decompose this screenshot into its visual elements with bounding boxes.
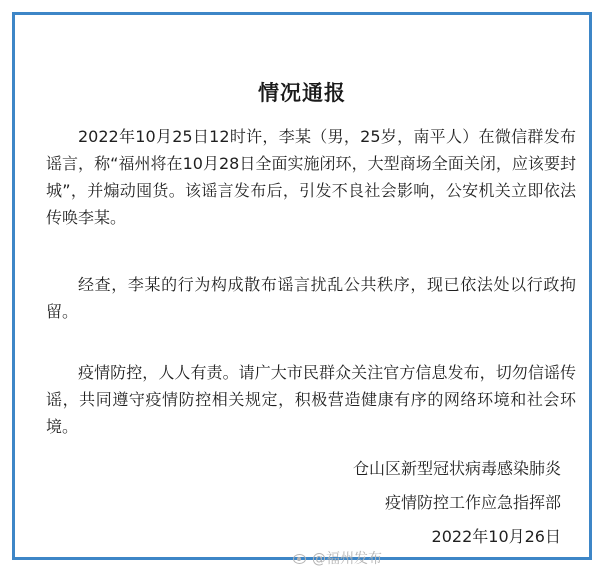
signature-line-2: 疫情防控工作应急指挥部	[384, 493, 561, 512]
notice-title: 情况通报	[258, 81, 346, 105]
weibo-icon	[292, 551, 308, 565]
signature-line-1: 仓山区新型冠状病毒感染肺炎	[352, 459, 561, 478]
watermark-text: @福州发布	[312, 551, 382, 567]
signature-date: 2022年10月26日	[431, 527, 561, 546]
notice-paragraph-1: 2022年10月25日12时许，李某（男，25岁，南平人）在微信群发布谣言，称“福州将在10月28日全面实施闭环，大型商场全面关闭，应该要封城”，并煽动囤货。该谣言发布后，引发不良社会影响，公安机关立即依法传唤李某。	[46, 127, 576, 227]
weibo-watermark	[292, 548, 382, 568]
notice-frame	[12, 12, 592, 560]
notice-paragraph-3: 疫情防控，人人有责。请广大市民群众关注官方信息发布，切勿信谣传谣，共同遵守疫情防控相关规定，积极营造健康有序的网络环境和社会环境。	[46, 363, 576, 436]
notice-paragraph-2: 经查，李某的行为构成散布谣言扰乱公共秩序，现已依法处以行政拘留。	[46, 275, 576, 321]
